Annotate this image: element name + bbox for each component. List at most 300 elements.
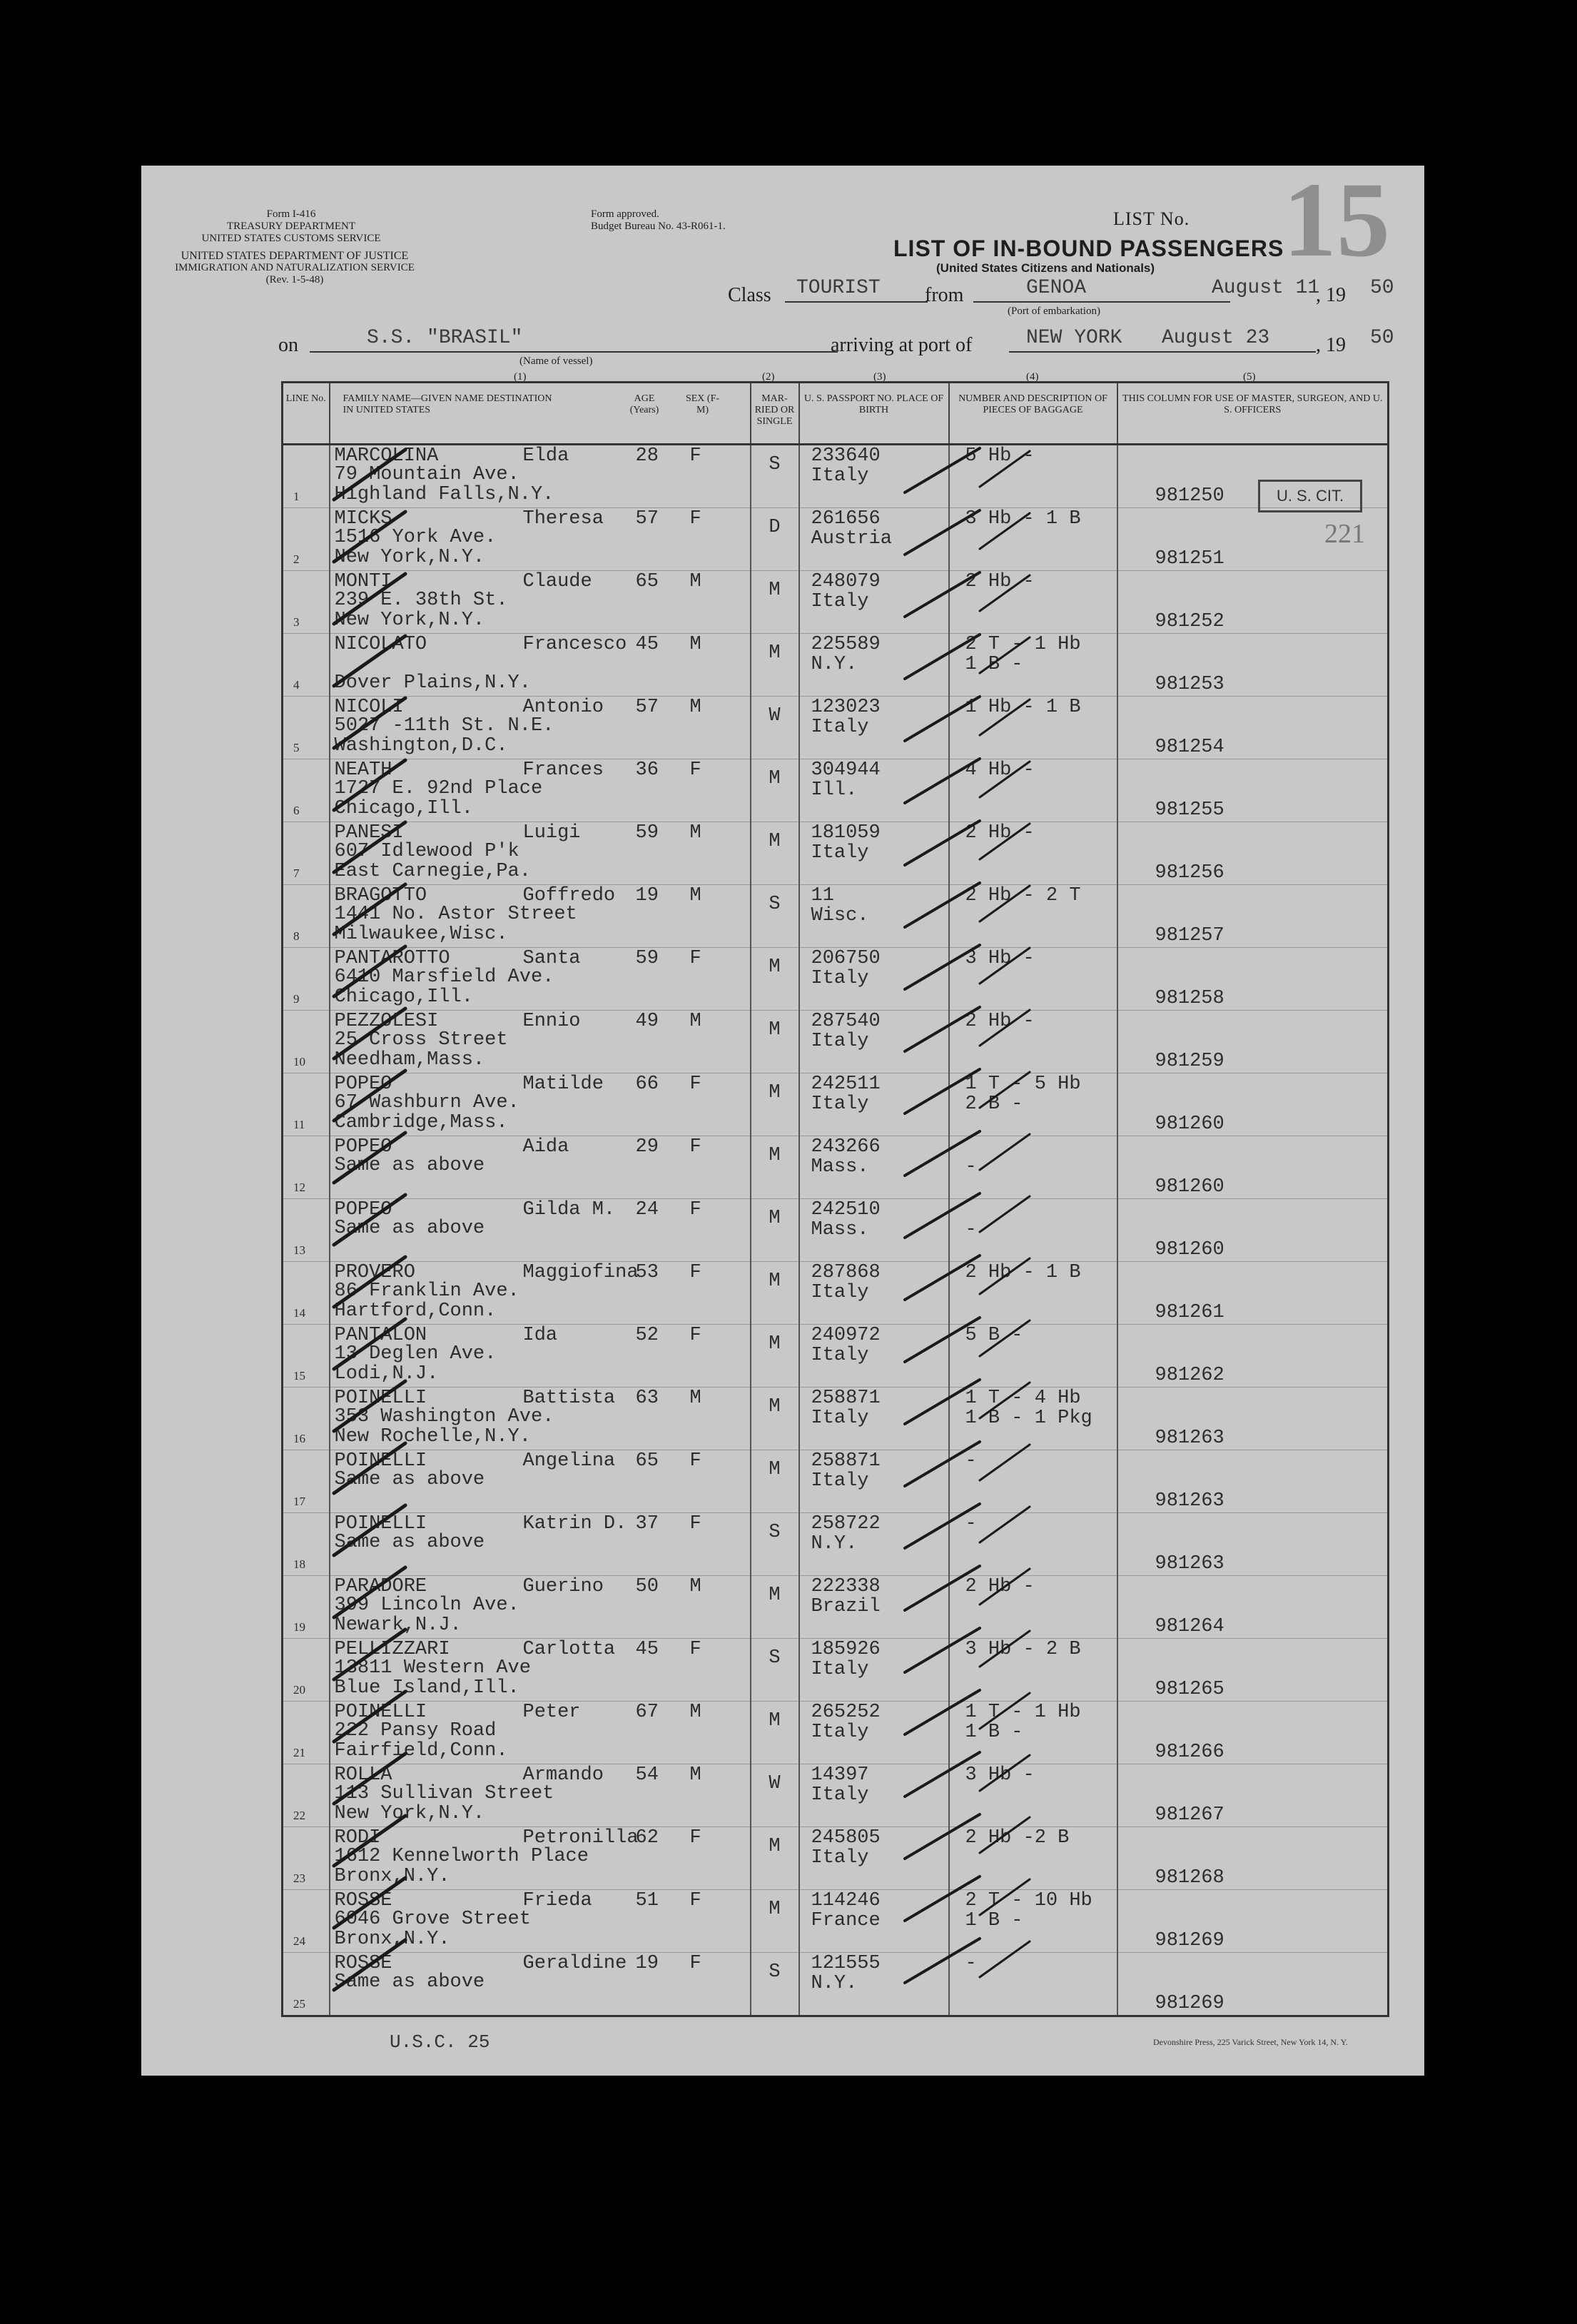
city-line: Newark,N.J. <box>334 1615 462 1636</box>
family-name: ROSSE <box>334 1953 392 1974</box>
baggage-line-1: 2 T - 1 Hb <box>965 634 1081 655</box>
name-cell <box>330 1388 751 1450</box>
embark-caption: (Port of embarkation) <box>1008 305 1100 317</box>
header-baggage: NUMBER AND DESCRIPTION OF PIECES OF BAGGAGE <box>949 383 1117 445</box>
passport-cell <box>799 1388 949 1450</box>
budget-label: Budget Bureau No. 43-R061-1. <box>591 221 726 232</box>
line-cell <box>283 571 330 634</box>
passport-cell <box>799 1764 949 1827</box>
line-number: 12 <box>293 1181 305 1194</box>
place-of-birth: Mass. <box>811 1156 869 1178</box>
line-number: 4 <box>293 678 300 692</box>
baggage-line-1: 2 Hb - 1 B <box>965 1262 1081 1283</box>
ticket-number: 981257 <box>1155 925 1224 946</box>
line-number: 14 <box>293 1306 305 1320</box>
given-name: Carlotta <box>522 1639 616 1660</box>
given-name: Claude <box>522 571 592 592</box>
place-of-birth: Italy <box>811 1784 869 1806</box>
name-cell <box>330 1199 751 1262</box>
given-name: Theresa <box>522 508 604 530</box>
from-label: from <box>925 284 964 306</box>
passenger-row <box>283 885 1389 948</box>
baggage-cell <box>949 1388 1117 1450</box>
name-cell <box>330 1136 751 1199</box>
address-line: 353 Washington Ave. <box>334 1406 554 1428</box>
officer-cell <box>1117 571 1389 634</box>
baggage-line-1: 1 Hb - 1 B <box>965 697 1081 718</box>
line-cell <box>283 1073 330 1136</box>
passport-number: 245805 <box>811 1827 881 1849</box>
officer-cell <box>1117 1199 1389 1262</box>
baggage-line-1: 3 Hb - <box>965 1764 1035 1786</box>
passport-cell <box>799 1576 949 1639</box>
city-line: Bronx,N.Y. <box>334 1866 450 1887</box>
place-of-birth: Italy <box>811 1031 869 1052</box>
vessel-name: S.S. "BRASIL" <box>367 327 523 349</box>
place-of-birth: Italy <box>811 465 869 487</box>
place-of-birth: N.Y. <box>811 654 858 675</box>
line-cell <box>283 885 330 948</box>
name-cell <box>330 1576 751 1639</box>
baggage-line-1: 1 T - 5 Hb <box>965 1073 1081 1095</box>
place-of-birth: Brazil <box>811 1596 881 1617</box>
line-cell <box>283 822 330 885</box>
officer-cell <box>1117 1011 1389 1073</box>
passport-cell <box>799 1513 949 1576</box>
sex: F <box>689 1073 701 1095</box>
given-name: Frieda <box>522 1890 592 1911</box>
baggage-line-1: 2 Hb -2 B <box>965 1827 1070 1849</box>
line-cell <box>283 1576 330 1639</box>
age: 45 <box>635 634 659 655</box>
given-name: Aida <box>522 1136 569 1158</box>
passenger-row <box>283 948 1389 1011</box>
passport-number: 206750 <box>811 948 881 969</box>
address-line: 25 Cross Street <box>334 1029 508 1051</box>
vessel-underline <box>310 351 838 353</box>
marital-status: M <box>769 1270 781 1292</box>
age: 24 <box>635 1199 659 1221</box>
age: 67 <box>635 1702 659 1723</box>
passport-cell <box>799 571 949 634</box>
approval-label: Form approved. <box>591 208 659 220</box>
passport-cell <box>799 1073 949 1136</box>
ticket-number: 981263 <box>1155 1553 1224 1575</box>
passenger-row <box>283 1890 1389 1953</box>
marital-status: S <box>769 894 781 915</box>
line-number: 20 <box>293 1683 305 1697</box>
officer-cell <box>1117 634 1389 697</box>
sex: F <box>689 1513 701 1535</box>
passport-number: 287868 <box>811 1262 881 1283</box>
marital-status: M <box>769 1459 781 1480</box>
marital-cell <box>751 1262 799 1325</box>
passport-number: 265252 <box>811 1702 881 1723</box>
passport-number: 123023 <box>811 697 881 718</box>
name-cell <box>330 445 751 508</box>
on-label: on <box>278 334 298 356</box>
passenger-row <box>283 508 1389 571</box>
marital-cell <box>751 697 799 759</box>
line-cell <box>283 445 330 508</box>
form-identity <box>198 208 384 245</box>
given-name: Antonio <box>522 697 604 718</box>
city-line: Milwaukee,Wisc. <box>334 924 508 945</box>
place-of-birth: Italy <box>811 1847 869 1869</box>
passport-cell <box>799 1262 949 1325</box>
passport-number: 240972 <box>811 1325 881 1346</box>
arrival-port: NEW YORK <box>1026 327 1122 349</box>
embark-underline <box>973 301 1230 303</box>
line-cell <box>283 1953 330 2016</box>
manifest-page <box>141 161 1424 2076</box>
line-number: 15 <box>293 1369 305 1383</box>
family-name: POPEO <box>334 1199 392 1221</box>
passport-number: 242510 <box>811 1199 881 1221</box>
baggage-cell <box>949 1136 1117 1199</box>
family-name: NICOLATO <box>334 634 427 655</box>
family-name: POPEO <box>334 1073 392 1095</box>
name-cell <box>330 1702 751 1764</box>
address-line: Same as above <box>334 1218 485 1239</box>
officer-cell <box>1117 697 1389 759</box>
passenger-row <box>283 1827 1389 1890</box>
baggage-cell <box>949 1199 1117 1262</box>
marital-cell <box>751 1325 799 1388</box>
justice-label: UNITED STATES DEPARTMENT OF JUSTICE <box>181 250 409 262</box>
officer-cell <box>1117 1073 1389 1136</box>
ticket-number: 981265 <box>1155 1679 1224 1700</box>
family-name: PEZZOLESI <box>334 1011 439 1032</box>
sex: F <box>689 1639 701 1660</box>
ticket-number: 981269 <box>1155 1930 1224 1951</box>
baggage-cell <box>949 571 1117 634</box>
officer-cell <box>1117 948 1389 1011</box>
city-line: Highland Falls,N.Y. <box>334 484 554 505</box>
sex: F <box>689 1953 701 1974</box>
family-name: NICOLI <box>334 697 404 718</box>
justice-block <box>141 250 448 286</box>
sex: F <box>689 1450 701 1472</box>
passenger-row <box>283 1325 1389 1388</box>
baggage-cell <box>949 1450 1117 1513</box>
footer-usc: U.S.C. 25 <box>390 2031 490 2053</box>
family-name: MICKS <box>334 508 392 530</box>
passport-number: 243266 <box>811 1136 881 1158</box>
sex: F <box>689 1199 701 1221</box>
marital-cell <box>751 1073 799 1136</box>
ticket-number: 981259 <box>1155 1051 1224 1072</box>
family-name: MARCOLINA <box>334 445 439 467</box>
baggage-cell <box>949 697 1117 759</box>
sex: M <box>689 1011 701 1032</box>
arrival-year: 50 <box>1370 327 1394 349</box>
ticket-number: 981252 <box>1155 611 1224 632</box>
ticket-number: 981263 <box>1155 1428 1224 1449</box>
line-cell <box>283 1513 330 1576</box>
line-cell <box>283 697 330 759</box>
passenger-row <box>283 634 1389 697</box>
passport-cell <box>799 1953 949 2016</box>
header-sex: SEX (F-M) <box>685 393 720 415</box>
address-line: 6046 Grove Street <box>334 1909 531 1930</box>
given-name: Matilde <box>522 1073 604 1095</box>
city-line: Chicago,Ill. <box>334 986 473 1008</box>
line-number: 7 <box>293 867 300 880</box>
place-of-birth: N.Y. <box>811 1533 858 1555</box>
given-name: Maggiofina <box>522 1262 639 1283</box>
marital-status: M <box>769 580 781 601</box>
marital-status: M <box>769 1208 781 1229</box>
marital-cell <box>751 1953 799 2016</box>
officer-cell <box>1117 1325 1389 1388</box>
marital-cell <box>751 1702 799 1764</box>
ticket-number: 981258 <box>1155 988 1224 1009</box>
baggage-line-2: - <box>965 1156 977 1178</box>
passport-number: 242511 <box>811 1073 881 1095</box>
ticket-number: 981268 <box>1155 1867 1224 1889</box>
baggage-line-1: 2 Hb - <box>965 1576 1035 1597</box>
name-cell <box>330 1450 751 1513</box>
address-line: 1727 E. 92nd Place <box>334 778 543 799</box>
sex: F <box>689 508 701 530</box>
baggage-line-1: 2 Hb - <box>965 571 1035 592</box>
baggage-cell <box>949 634 1117 697</box>
passenger-row <box>283 822 1389 885</box>
sex: F <box>689 445 701 467</box>
passport-cell <box>799 822 949 885</box>
city-line: Needham,Mass. <box>334 1049 485 1071</box>
marital-status: M <box>769 1396 781 1418</box>
given-name: Luigi <box>522 822 581 844</box>
address-line: Same as above <box>334 1971 485 1993</box>
officer-cell <box>1117 1827 1389 1890</box>
address-line: 6410 Marsfield Ave. <box>334 966 554 988</box>
age: 63 <box>635 1388 659 1409</box>
passenger-row <box>283 1136 1389 1199</box>
sex: M <box>689 1702 701 1723</box>
family-name: ROSSE <box>334 1890 392 1911</box>
baggage-line-2: - <box>965 1219 977 1241</box>
name-cell <box>330 634 751 697</box>
line-number: 23 <box>293 1871 305 1885</box>
place-of-birth: Italy <box>811 717 869 738</box>
passport-cell <box>799 759 949 822</box>
marital-status: M <box>769 1145 781 1166</box>
sex: F <box>689 759 701 781</box>
given-name: Battista <box>522 1388 616 1409</box>
sex: M <box>689 571 701 592</box>
address-line: 399 Lincoln Ave. <box>334 1595 519 1616</box>
marital-cell <box>751 445 799 508</box>
baggage-cell <box>949 822 1117 885</box>
marital-status: S <box>769 1647 781 1669</box>
place-of-birth: Ill. <box>811 779 858 801</box>
city-line: Bronx,N.Y. <box>334 1929 450 1950</box>
ticket-number: 981267 <box>1155 1804 1224 1826</box>
address-line: 13 Deglen Ave. <box>334 1343 497 1365</box>
passport-number: 11 <box>811 885 834 906</box>
name-cell <box>330 822 751 885</box>
address-line: 1441 No. Astor Street <box>334 904 577 925</box>
name-cell <box>330 759 751 822</box>
officer-cell <box>1117 1450 1389 1513</box>
marital-status: S <box>769 1961 781 1983</box>
place-of-birth: Italy <box>811 968 869 989</box>
line-cell <box>283 1199 330 1262</box>
baggage-line-2: 1 B - <box>965 1722 1023 1743</box>
place-of-birth: Mass. <box>811 1219 869 1241</box>
name-cell <box>330 1011 751 1073</box>
header-passport: U. S. PASSPORT NO. PLACE OF BIRTH <box>799 383 949 445</box>
age: 49 <box>635 1011 659 1032</box>
address-line: Same as above <box>334 1469 485 1490</box>
passport-cell <box>799 1011 949 1073</box>
age: 57 <box>635 508 659 530</box>
baggage-cell <box>949 1890 1117 1953</box>
passport-cell <box>799 1450 949 1513</box>
marital-status: M <box>769 1710 781 1732</box>
passenger-row <box>283 1262 1389 1325</box>
baggage-cell <box>949 885 1117 948</box>
given-name: Elda <box>522 445 569 467</box>
city-line: Washington,D.C. <box>334 735 508 757</box>
baggage-line-1: - <box>965 1450 977 1472</box>
marital-status: S <box>769 454 781 475</box>
address-line: Same as above <box>334 1155 485 1176</box>
marital-status: M <box>769 768 781 789</box>
baggage-cell <box>949 1073 1117 1136</box>
given-name: Guerino <box>522 1576 604 1597</box>
officer-cell <box>1117 1764 1389 1827</box>
marital-cell <box>751 759 799 822</box>
place-of-birth: Italy <box>811 1470 869 1492</box>
marital-cell <box>751 822 799 885</box>
family-name: RODI <box>334 1827 381 1849</box>
name-cell <box>330 571 751 634</box>
given-name: Frances <box>522 759 604 781</box>
line-cell <box>283 1890 330 1953</box>
passport-cell <box>799 508 949 571</box>
given-name: Geraldine <box>522 1953 627 1974</box>
ticket-number: 981263 <box>1155 1490 1224 1512</box>
place-of-birth: Italy <box>811 842 869 864</box>
city-line: Dover Plains,N.Y. <box>334 672 531 694</box>
given-name: Ida <box>522 1325 558 1346</box>
baggage-cell <box>949 1702 1117 1764</box>
sex: F <box>689 1325 701 1346</box>
line-number: 10 <box>293 1055 305 1068</box>
place-of-birth: Italy <box>811 1282 869 1303</box>
marital-cell <box>751 885 799 948</box>
sex: M <box>689 697 701 718</box>
passport-number: 304944 <box>811 759 881 781</box>
city-line: New York,N.Y. <box>334 547 485 568</box>
age: 29 <box>635 1136 659 1158</box>
passenger-row <box>283 571 1389 634</box>
ticket-number: 981260 <box>1155 1113 1224 1135</box>
age: 59 <box>635 822 659 844</box>
marital-cell <box>751 1576 799 1639</box>
passport-number: 222338 <box>811 1576 881 1597</box>
place-of-birth: Italy <box>811 1345 869 1366</box>
list-number: 15 <box>1283 161 1390 279</box>
passport-number: 258871 <box>811 1388 881 1409</box>
sex: F <box>689 1827 701 1849</box>
passenger-table <box>281 381 1389 2017</box>
line-number: 19 <box>293 1620 305 1634</box>
age: 51 <box>635 1890 659 1911</box>
name-cell <box>330 697 751 759</box>
city-line: Hartford,Conn. <box>334 1300 497 1322</box>
passenger-row <box>283 697 1389 759</box>
age: 19 <box>635 1953 659 1974</box>
address-line: 86 Franklin Ave. <box>334 1280 519 1302</box>
age: 65 <box>635 571 659 592</box>
treasury-label: TREASURY DEPARTMENT <box>226 221 356 232</box>
family-name: PANESI <box>334 822 404 844</box>
marital-status: D <box>769 517 781 538</box>
passport-cell <box>799 634 949 697</box>
baggage-line-1: 2 Hb - <box>965 1011 1035 1032</box>
depart-year: 50 <box>1370 277 1394 299</box>
officer-cell <box>1117 1953 1389 2016</box>
line-number: 1 <box>293 490 300 503</box>
age: 62 <box>635 1827 659 1849</box>
passport-cell <box>799 445 949 508</box>
line-number: 21 <box>293 1746 305 1759</box>
place-of-birth: Austria <box>811 528 892 550</box>
form-number: Form I-416 <box>266 208 316 220</box>
col-num-3: (3) <box>873 371 886 383</box>
line-number: 17 <box>293 1495 305 1508</box>
passport-cell <box>799 1325 949 1388</box>
list-number-label: LIST No. <box>1113 208 1190 229</box>
officer-cell <box>1117 1639 1389 1702</box>
marital-cell <box>751 571 799 634</box>
officer-cell <box>1117 885 1389 948</box>
city-line: Blue Island,Ill. <box>334 1677 519 1699</box>
line-number: 3 <box>293 615 300 629</box>
passenger-row <box>283 1513 1389 1576</box>
family-name: PARADORE <box>334 1576 427 1597</box>
baggage-cell <box>949 1953 1117 2016</box>
line-cell <box>283 1011 330 1073</box>
name-cell <box>330 1513 751 1576</box>
address-line: 1516 York Ave. <box>334 527 497 548</box>
officer-cell <box>1117 1702 1389 1764</box>
city-line: East Carnegie,Pa. <box>334 861 531 882</box>
address-line: 222 Pansy Road <box>334 1720 497 1742</box>
passport-cell <box>799 1890 949 1953</box>
marital-status: M <box>769 1585 781 1606</box>
family-name: POINELLI <box>334 1388 427 1409</box>
family-name: NEATH <box>334 759 392 781</box>
passenger-row <box>283 1011 1389 1073</box>
passport-number: 14397 <box>811 1764 869 1786</box>
given-name: Armando <box>522 1764 604 1786</box>
header-officers: THIS COLUMN FOR USE OF MASTER, SURGEON, AND U. S. OFFICERS <box>1117 383 1389 445</box>
passport-number: 258722 <box>811 1513 881 1535</box>
header-age: AGE (Years) <box>629 393 659 415</box>
baggage-line-1: - <box>965 1953 977 1974</box>
passport-cell <box>799 885 949 948</box>
ticket-number: 981260 <box>1155 1176 1224 1198</box>
marital-status: M <box>769 642 781 664</box>
city-line: Fairfield,Conn. <box>334 1740 508 1762</box>
line-cell <box>283 1388 330 1450</box>
col-num-1: (1) <box>514 371 527 383</box>
